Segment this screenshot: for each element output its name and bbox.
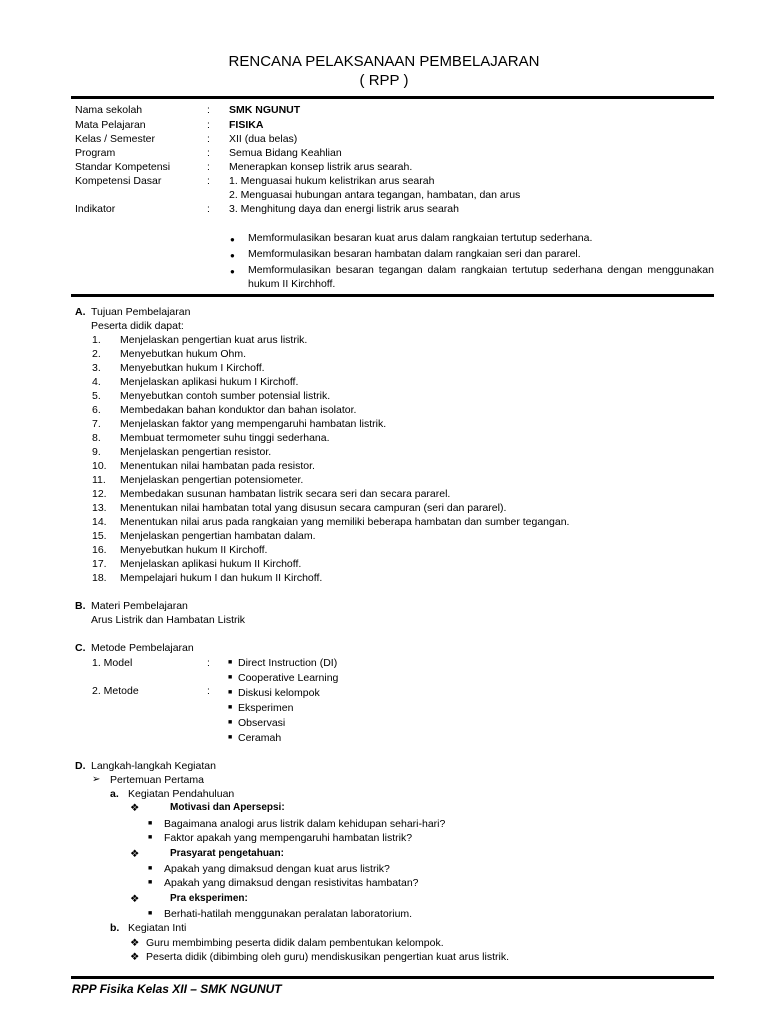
header-bottom-rule: [71, 294, 714, 297]
footer-rule: [71, 976, 714, 979]
meta-label: Program: [75, 147, 116, 159]
pra-eksperimen-title: Pra eksperimen:: [170, 893, 248, 904]
sub-a-title: Kegiatan Pendahuluan: [128, 788, 235, 800]
diamond-icon: ❖: [130, 802, 140, 814]
section-a-letter: A.: [75, 306, 86, 318]
meta-label: Indikator: [75, 203, 116, 215]
bullet-icon: ●: [230, 251, 235, 260]
meta-value: 1. Menguasai hukum kelistrikan arus searah: [229, 175, 435, 187]
meta-colon: :: [207, 161, 210, 173]
square-bullet-icon: ■: [148, 879, 153, 886]
meta-value: Menerapkan konsep listrik arus searah.: [229, 161, 413, 173]
method-item: Eksperimen: [238, 702, 294, 714]
diamond-icon: ❖: [130, 848, 140, 860]
objective-number: 14.: [92, 516, 107, 528]
meta-colon: :: [207, 175, 210, 187]
objective-number: 18.: [92, 572, 107, 584]
square-bullet-icon: ■: [228, 659, 233, 666]
prasyarat-item: Apakah yang dimaksud dengan resistivitas hambatan?: [164, 877, 419, 889]
top-rule: [71, 96, 714, 99]
bullet-icon: ●: [230, 267, 235, 276]
meeting-title: Pertemuan Pertama: [110, 774, 204, 786]
meta-colon: :: [207, 133, 210, 145]
square-bullet-icon: ■: [228, 719, 233, 726]
objective-number: 15.: [92, 530, 107, 542]
section-b-letter: B.: [75, 600, 86, 612]
objective-number: 1.: [92, 334, 101, 346]
objective-item: Menjelaskan aplikasi hukum II Kirchoff.: [120, 558, 302, 570]
diamond-icon: ❖: [130, 893, 140, 905]
objective-item: Menyebutkan hukum Ohm.: [120, 348, 247, 360]
meta-colon: :: [207, 104, 210, 116]
square-bullet-icon: ■: [148, 865, 153, 872]
method-item: Observasi: [238, 717, 286, 729]
objective-item: Membedakan susunan hambatan listrik secara seri dan secara pararel.: [120, 488, 451, 500]
section-d-letter: D.: [75, 760, 86, 772]
prasyarat-item: Apakah yang dimaksud dengan kuat arus listrik?: [164, 863, 390, 875]
objective-number: 11.: [92, 474, 106, 486]
objective-number: 7.: [92, 418, 101, 430]
meta-value: Semua Bidang Keahlian: [229, 147, 342, 159]
section-a-intro: Peserta didik dapat:: [91, 320, 184, 332]
objective-number: 16.: [92, 544, 107, 556]
sub-a-letter: a.: [110, 788, 119, 800]
objective-number: 17.: [92, 558, 107, 570]
objective-item: Menjelaskan pengertian resistor.: [120, 446, 272, 458]
objective-number: 12.: [92, 488, 107, 500]
method-item: Ceramah: [238, 732, 282, 744]
meta-colon: :: [207, 119, 210, 131]
meta-label: Kompetensi Dasar: [75, 175, 162, 187]
square-bullet-icon: ■: [228, 689, 233, 696]
metode-label: 2. Metode: [92, 685, 139, 697]
square-bullet-icon: ■: [148, 834, 153, 841]
objective-item: Menjelaskan aplikasi hukum I Kirchoff.: [120, 376, 299, 388]
objective-number: 9.: [92, 446, 101, 458]
method-item: Diskusi kelompok: [238, 687, 320, 699]
diamond-icon: ❖: [130, 937, 140, 949]
prasyarat-title: Prasyarat pengetahuan:: [170, 848, 284, 859]
section-c-title: Metode Pembelajaran: [91, 642, 194, 654]
section-b-title: Materi Pembelajaran: [91, 600, 188, 612]
model-colon: :: [207, 657, 210, 669]
method-item: Direct Instruction (DI): [238, 657, 338, 669]
pra-eksperimen-item: Berhati-hatilah menggunakan peralatan laboratorium.: [164, 908, 413, 920]
objective-number: 13.: [92, 502, 107, 514]
section-b-content: Arus Listrik dan Hambatan Listrik: [91, 614, 246, 626]
objective-item: Menyebutkan contoh sumber potensial listrik.: [120, 390, 331, 402]
bullet-icon: ●: [230, 235, 235, 244]
meta-label: Kelas / Semester: [75, 133, 155, 145]
meta-colon: :: [207, 147, 210, 159]
motivasi-title: Motivasi dan Apersepsi:: [170, 802, 285, 813]
inti-item: Peserta didik (dibimbing oleh guru) mendiskusikan pengertian kuat arus listrik.: [146, 951, 510, 963]
metode-colon: :: [207, 685, 210, 697]
objective-item: Menjelaskan pengertian kuat arus listrik.: [120, 334, 308, 346]
meta-value: 2. Menguasai hubungan antara tegangan, hambatan, dan arus: [229, 189, 521, 201]
motivasi-item: Faktor apakah yang mempengaruhi hambatan listrik?: [164, 832, 413, 844]
square-bullet-icon: ■: [148, 820, 153, 827]
section-a-title: Tujuan Pembelajaran: [91, 306, 191, 318]
meta-label: Mata Pelajaran: [75, 119, 146, 131]
meta-value: 3. Menghitung daya dan energi listrik arus searah: [229, 203, 459, 215]
indicator-item: Memformulasikan besaran hambatan dalam rangkaian seri dan pararel.: [248, 248, 581, 260]
indicator-item: Memformulasikan besaran kuat arus dalam rangkaian tertutup sederhana.: [248, 232, 593, 244]
objective-number: 2.: [92, 348, 101, 360]
objective-item: Membedakan bahan konduktor dan bahan isolator.: [120, 404, 357, 416]
objective-number: 5.: [92, 390, 101, 402]
objective-number: 4.: [92, 376, 101, 388]
meta-label: Nama sekolah: [75, 104, 143, 116]
section-c-letter: C.: [75, 642, 86, 654]
objective-item: Membuat termometer suhu tinggi sederhana.: [120, 432, 330, 444]
objective-item: Mempelajari hukum I dan hukum II Kirchoff.: [120, 572, 323, 584]
footer-text: RPP Fisika Kelas XII – SMK NGUNUT: [72, 982, 282, 996]
objective-item: Menentukan nilai arus pada rangkaian yang memiliki beberapa hambatan dan sumber tegangan.: [120, 516, 570, 528]
square-bullet-icon: ■: [228, 674, 233, 681]
meta-colon: :: [207, 203, 210, 215]
sub-b-letter: b.: [110, 922, 120, 934]
arrow-icon: ➢: [92, 774, 101, 785]
square-bullet-icon: ■: [148, 910, 153, 917]
objective-number: 10.: [92, 460, 107, 472]
objective-number: 3.: [92, 362, 101, 374]
diamond-icon: ❖: [130, 951, 140, 963]
objective-item: Menentukan nilai hambatan total yang disusun secara campuran (seri dan pararel).: [120, 502, 507, 514]
section-d-title: Langkah-langkah Kegiatan: [91, 760, 216, 772]
objective-item: Menjelaskan pengertian hambatan dalam.: [120, 530, 316, 542]
method-item: Cooperative Learning: [238, 672, 339, 684]
document-title: RENCANA PELAKSANAAN PEMBELAJARAN: [228, 53, 540, 70]
meta-label: Standar Kompetensi: [75, 161, 171, 173]
square-bullet-icon: ■: [228, 734, 233, 741]
meta-value: SMK NGUNUT: [229, 104, 301, 116]
objective-item: Menjelaskan pengertian potensiometer.: [120, 474, 304, 486]
motivasi-item: Bagaimana analogi arus listrik dalam kehidupan sehari-hari?: [164, 818, 446, 830]
objective-item: Menjelaskan faktor yang mempengaruhi hambatan listrik.: [120, 418, 387, 430]
inti-item: Guru membimbing peserta didik dalam pembentukan kelompok.: [146, 937, 444, 949]
square-bullet-icon: ■: [228, 704, 233, 711]
objective-number: 8.: [92, 432, 101, 444]
meta-value: XII (dua belas): [229, 133, 298, 145]
indicator-item: Memformulasikan besaran tegangan dalam rangkaian tertutup sederhana dengan menggunakan hukum II Kirchhoff.: [248, 264, 714, 290]
objective-item: Menyebutkan hukum I Kirchoff.: [120, 362, 265, 374]
objective-item: Menentukan nilai hambatan pada resistor.: [120, 460, 315, 472]
sub-b-title: Kegiatan Inti: [128, 922, 187, 934]
meta-value: FISIKA: [229, 119, 264, 131]
objective-item: Menyebutkan hukum II Kirchoff.: [120, 544, 268, 556]
model-label: 1. Model: [92, 657, 133, 669]
document-subtitle: ( RPP ): [359, 72, 409, 89]
objective-number: 6.: [92, 404, 101, 416]
